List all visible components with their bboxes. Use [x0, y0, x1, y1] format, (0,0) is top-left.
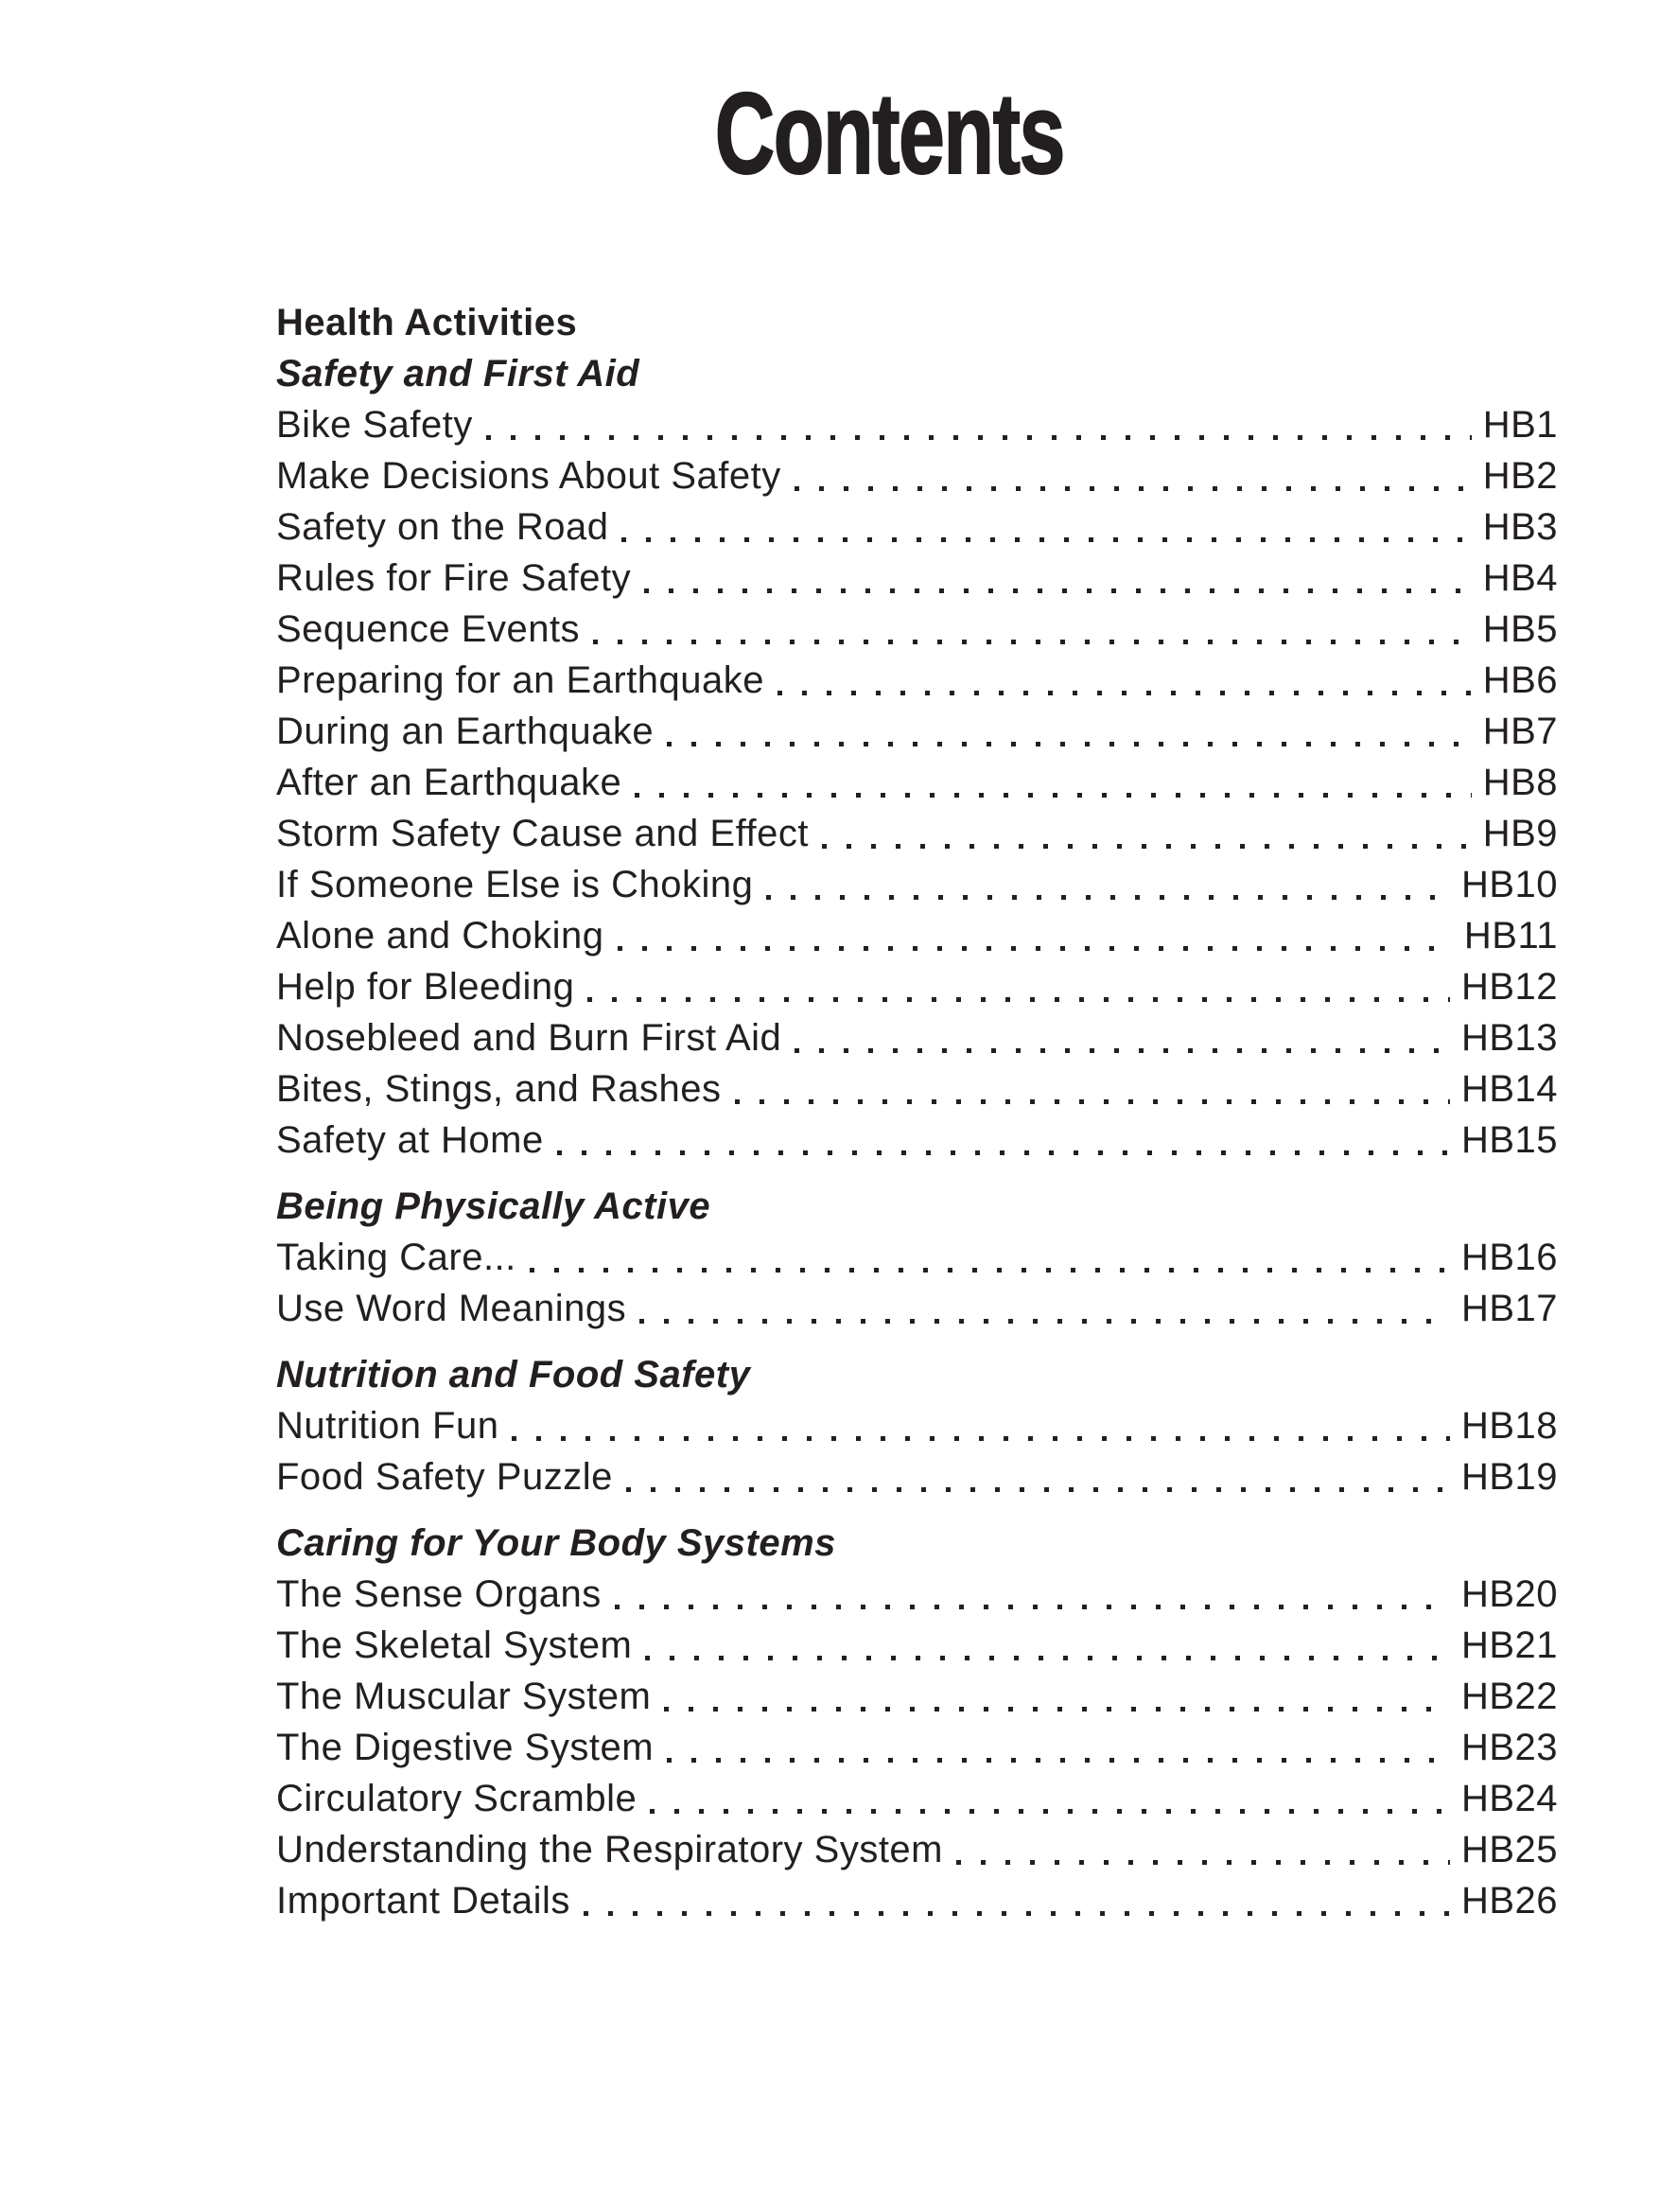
toc-entry: [276, 1722, 1558, 1773]
dot-leader: [795, 1048, 1450, 1053]
toc-entry-title: Nutrition Fun: [276, 1405, 499, 1447]
toc-entry: [276, 1283, 1558, 1334]
toc-entry-title: Alone and Choking: [276, 915, 604, 957]
toc-entry: [276, 910, 1558, 961]
toc-entry-page: HB19: [1460, 1456, 1558, 1498]
toc-entry-page: HB13: [1460, 1017, 1558, 1059]
toc-entry-page: HB23: [1460, 1727, 1558, 1768]
toc-entry-page: HB2: [1482, 455, 1558, 497]
dot-leader: [621, 537, 1471, 542]
toc-section-heading: [276, 348, 1558, 399]
toc-entry: [276, 450, 1558, 501]
dot-leader: [650, 1809, 1450, 1814]
toc-entry-page: HB21: [1460, 1624, 1558, 1666]
toc-entry-title: The Muscular System: [276, 1676, 652, 1717]
toc-subsection-nutrition-and-food-safety: [276, 1349, 1558, 1502]
dot-leader: [644, 588, 1472, 593]
dot-leader: [795, 486, 1472, 491]
toc-entry: [276, 1063, 1558, 1115]
dot-leader: [584, 1911, 1450, 1916]
toc-entry: [276, 553, 1558, 604]
toc-entry: [276, 399, 1558, 450]
toc-entry: [276, 757, 1558, 808]
toc-section-heading: [276, 1518, 1558, 1569]
toc-main-heading-label: Health Activities: [276, 302, 578, 343]
toc-entry-title: During an Earthquake: [276, 711, 655, 752]
toc-entry-title: Bites, Stings, and Rashes: [276, 1068, 722, 1110]
page-title: Contents: [714, 69, 1065, 198]
dot-leader: [587, 997, 1450, 1002]
toc-section-heading: [276, 1181, 1558, 1232]
dot-leader: [645, 1656, 1450, 1660]
toc-entry-title: Preparing for an Earthquake: [276, 659, 765, 701]
toc-entry-title: The Digestive System: [276, 1727, 655, 1768]
dot-leader: [777, 691, 1472, 695]
toc-entry-title: The Skeletal System: [276, 1624, 633, 1666]
toc-entry-title: Safety at Home: [276, 1119, 544, 1161]
toc-entry: [276, 604, 1558, 655]
toc-entry-title: Important Details: [276, 1880, 570, 1922]
toc-entry-title: The Sense Organs: [276, 1573, 602, 1615]
toc-entry-title: Sequence Events: [276, 608, 581, 650]
toc-entry-page: HB12: [1460, 966, 1558, 1008]
toc-entry-page: HB9: [1482, 813, 1558, 854]
toc-entry-title: Make Decisions About Safety: [276, 455, 781, 497]
dot-leader: [667, 742, 1472, 746]
toc-subsection-caring-for-your-body-systems: [276, 1518, 1558, 1926]
toc-entry: [276, 1875, 1558, 1926]
dot-leader: [664, 1707, 1450, 1712]
toc-entry-page: HB15: [1460, 1119, 1558, 1161]
toc-subsection-being-physically-active: [276, 1181, 1558, 1334]
dot-leader: [486, 435, 1472, 440]
toc-entry: [276, 1400, 1558, 1451]
toc-subsection-safety-and-first-aid: [276, 348, 1558, 1166]
toc-entry: [276, 1620, 1558, 1671]
toc-entry-page: HB24: [1460, 1778, 1558, 1819]
toc-entry-title: Nosebleed and Burn First Aid: [276, 1017, 782, 1059]
dot-leader: [618, 946, 1453, 951]
toc-entry: [276, 1824, 1558, 1875]
dot-leader: [635, 793, 1471, 798]
toc-entry: [276, 706, 1558, 757]
toc-main-heading: [276, 297, 1558, 348]
toc-entry-page: HB3: [1482, 506, 1558, 548]
toc-entry-title: Bike Safety: [276, 404, 473, 446]
toc-entry: [276, 1671, 1558, 1722]
dot-leader: [557, 1150, 1450, 1155]
dot-leader: [735, 1099, 1450, 1104]
toc-entry-page: HB5: [1482, 608, 1558, 650]
toc-entry: [276, 655, 1558, 706]
toc-entry-title: Safety on the Road: [276, 506, 609, 548]
dot-leader: [822, 844, 1472, 849]
toc-entry-page: HB22: [1460, 1676, 1558, 1717]
toc-entry: [276, 1012, 1558, 1063]
toc-entry-page: HB18: [1460, 1405, 1558, 1447]
dot-leader: [512, 1436, 1449, 1441]
toc-entry-title: Understanding the Respiratory System: [276, 1829, 943, 1870]
table-of-contents: [276, 297, 1558, 1926]
toc-entry: [276, 1451, 1558, 1502]
toc-entry: [276, 1115, 1558, 1166]
toc-entry-page: HB8: [1482, 762, 1558, 803]
dot-leader: [626, 1487, 1450, 1492]
toc-entry-title: Help for Bleeding: [276, 966, 575, 1008]
toc-entry-title: Rules for Fire Safety: [276, 557, 632, 599]
toc-entry-title: Taking Care...: [276, 1237, 516, 1278]
toc-entry: [276, 501, 1558, 553]
page-title-area: [0, 69, 1677, 198]
toc-entry: [276, 1773, 1558, 1824]
toc-section-heading: [276, 1349, 1558, 1400]
toc-entry-title: Food Safety Puzzle: [276, 1456, 613, 1498]
toc-entry-title: If Someone Else is Choking: [276, 864, 754, 905]
toc-entry-page: HB16: [1460, 1237, 1558, 1278]
dot-leader: [530, 1268, 1450, 1273]
toc-entry: [276, 859, 1558, 910]
toc-section-heading-label: Safety and First Aid: [276, 353, 640, 395]
toc-entry-page: HB6: [1482, 659, 1558, 701]
toc-entry-title: Use Word Meanings: [276, 1288, 627, 1329]
toc-entry-page: HB7: [1482, 711, 1558, 752]
toc-entry: [276, 808, 1558, 859]
toc-entry-page: HB1: [1482, 404, 1558, 446]
toc-entry: [276, 961, 1558, 1012]
toc-entry-page: HB10: [1460, 864, 1558, 905]
toc-entry-page: HB20: [1460, 1573, 1558, 1615]
dot-leader: [593, 640, 1472, 644]
dot-leader: [615, 1605, 1450, 1609]
toc-entry-page: HB25: [1460, 1829, 1558, 1870]
toc-section-heading-label: Nutrition and Food Safety: [276, 1354, 751, 1396]
toc-entry-page: HB11: [1463, 915, 1558, 957]
toc-entry-title: Storm Safety Cause and Effect: [276, 813, 809, 854]
toc-entry-title: After an Earthquake: [276, 762, 622, 803]
toc-entry-page: HB17: [1460, 1288, 1558, 1329]
toc-section-heading-label: Caring for Your Body Systems: [276, 1522, 836, 1564]
toc-entry-title: Circulatory Scramble: [276, 1778, 638, 1819]
dot-leader: [956, 1860, 1450, 1865]
dot-leader: [639, 1319, 1450, 1324]
toc-entry: [276, 1569, 1558, 1620]
toc-entry: [276, 1232, 1558, 1283]
toc-entry-page: HB26: [1460, 1880, 1558, 1922]
toc-section-heading-label: Being Physically Active: [276, 1185, 711, 1227]
dot-leader: [766, 895, 1450, 900]
toc-entry-page: HB4: [1482, 557, 1558, 599]
toc-entry-page: HB14: [1460, 1068, 1558, 1110]
dot-leader: [667, 1758, 1450, 1763]
